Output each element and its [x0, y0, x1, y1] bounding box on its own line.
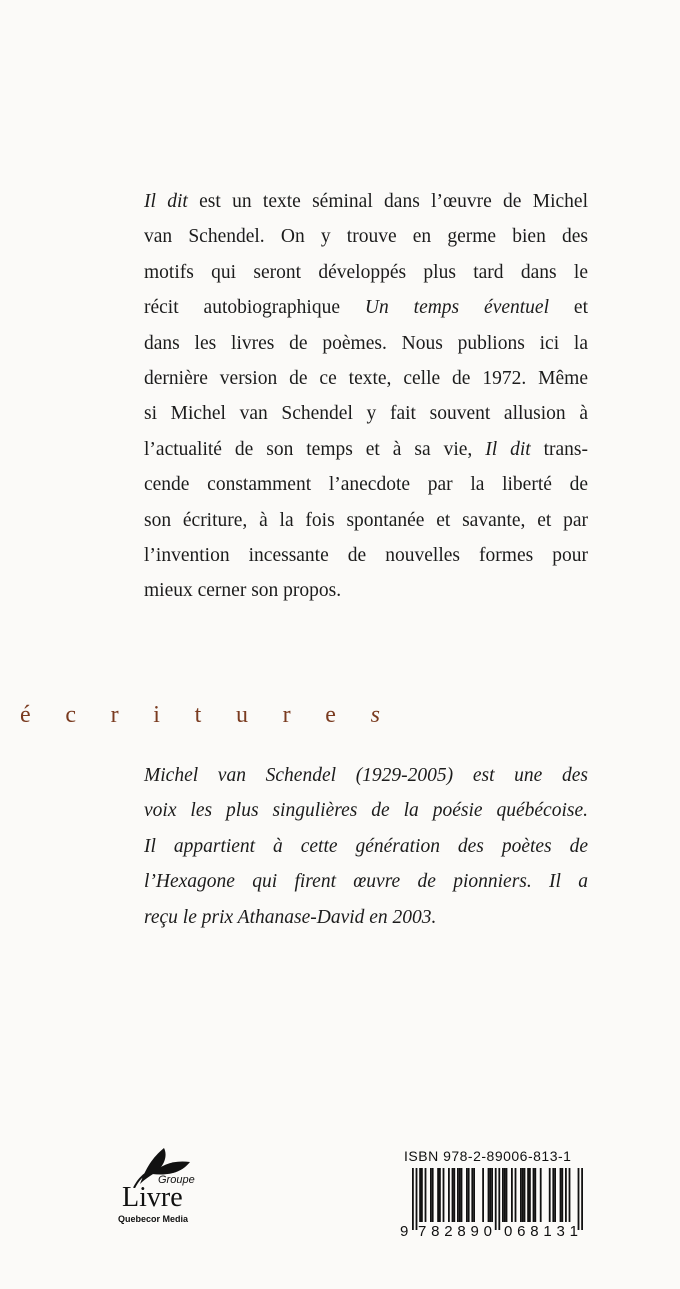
barcode-bar — [502, 1168, 504, 1222]
barcode-bar — [482, 1168, 484, 1222]
barcode — [400, 1168, 590, 1238]
series-letter: r — [282, 702, 291, 728]
barcode-bar — [581, 1168, 583, 1230]
barcode-bar — [421, 1168, 423, 1222]
publisher-media: Quebecor Media — [118, 1214, 189, 1224]
barcode-bar — [498, 1168, 500, 1230]
bio-line: l’Hexagone qui firent œuvre de pionniers. Il a — [144, 871, 588, 893]
barcode-bar — [504, 1168, 506, 1222]
title-italic: Un temps éventuel — [364, 297, 550, 319]
barcode-bar — [489, 1168, 491, 1222]
blurb-line: motifs qui seront développés plus tard dans le — [144, 261, 588, 283]
barcode-bar — [437, 1168, 439, 1222]
blurb-line: Il dit est un texte séminal dans l’œuvre de Michel — [144, 191, 589, 212]
barcode-bar — [565, 1168, 567, 1222]
title-italic: Il dit — [144, 191, 188, 212]
barcode-bar — [549, 1168, 551, 1222]
barcode-bar — [520, 1168, 522, 1222]
back-cover-blurb — [144, 184, 588, 609]
barcode-bar — [560, 1168, 562, 1222]
barcode-bar — [561, 1168, 563, 1222]
series-letter: t — [194, 702, 202, 728]
barcode-bar — [495, 1168, 497, 1230]
barcode-bar — [425, 1168, 427, 1222]
series-name — [20, 702, 380, 729]
barcode-bar — [466, 1168, 468, 1222]
blurb-line: son écriture, à la fois spontanée et savante, et par — [144, 509, 588, 531]
barcode-bar — [452, 1168, 454, 1222]
blurb-line: van Schendel. On y trouve en germe bien des — [144, 226, 588, 248]
blurb-line: récit autobiographique Un temps éventuel et — [144, 297, 588, 319]
series-letter: é — [20, 702, 31, 728]
barcode-bar — [448, 1168, 450, 1222]
publisher-livre: Livre — [122, 1182, 183, 1213]
barcode-bar — [471, 1168, 473, 1222]
barcode-bar — [488, 1168, 490, 1222]
series-letter: s — [370, 702, 380, 728]
blurb-line: l’actualité de son temps et à sa vie, Il dit trans- — [144, 438, 588, 460]
blurb-line: l’invention incessante de nouvelles formes pour — [144, 545, 588, 567]
barcode-bar — [506, 1168, 508, 1222]
barcode-bar — [552, 1168, 554, 1222]
bio-line: reçu le prix Athanase-David en 2003. — [144, 906, 437, 928]
barcode-group-1: 782890 — [418, 1223, 492, 1238]
barcode-bar — [432, 1168, 434, 1222]
barcode-bar — [473, 1168, 475, 1222]
series-letter: e — [325, 702, 336, 728]
bio-line: Michel van Schendel (1929-2005) est une des — [144, 765, 588, 786]
barcode-bar — [457, 1168, 459, 1222]
series-letter: r — [110, 702, 119, 728]
barcode-bar — [534, 1168, 536, 1222]
barcode-bar — [522, 1168, 524, 1222]
barcode-first-digit: 9 — [400, 1223, 409, 1238]
barcode-bar — [412, 1168, 414, 1230]
publisher-groupe: Groupe — [158, 1174, 195, 1186]
barcode-bar — [578, 1168, 580, 1230]
blurb-line: dans les livres de poèmes. Nous publions ici la — [144, 332, 588, 354]
publisher-logo — [112, 1138, 222, 1228]
barcode-bar — [461, 1168, 463, 1222]
barcode-bar — [554, 1168, 556, 1222]
author-bio — [144, 758, 588, 935]
barcode-bar — [468, 1168, 470, 1222]
barcode-bar — [453, 1168, 455, 1222]
barcode-bar — [459, 1168, 461, 1222]
series-letter: c — [65, 702, 76, 728]
barcode-bar — [533, 1168, 535, 1222]
series-letter: i — [153, 702, 160, 728]
barcode-bar — [491, 1168, 493, 1222]
blurb-line: cende constamment l’anecdote par la liberté de — [144, 474, 588, 496]
barcode-bar — [430, 1168, 432, 1222]
barcode-bar — [419, 1168, 421, 1222]
series-letter: u — [235, 702, 248, 728]
title-italic: Il dit — [485, 438, 531, 460]
barcode-group-2: 068131 — [504, 1223, 578, 1238]
barcode-bar — [416, 1168, 418, 1230]
bio-line: Il appartient à cette génération des poètes de — [144, 835, 588, 857]
isbn-label: ISBN 978-2-89006-813-1 — [404, 1148, 572, 1164]
barcode-bar — [511, 1168, 513, 1222]
barcode-bar — [529, 1168, 531, 1222]
blurb-line: dernière version de ce texte, celle de 1972. Même — [144, 368, 588, 390]
barcode-bar — [443, 1168, 445, 1222]
barcode-bar — [524, 1168, 526, 1222]
barcode-bar — [569, 1168, 571, 1222]
bio-line: voix les plus singulières de la poésie québécoise. — [144, 800, 588, 822]
barcode-bar — [439, 1168, 441, 1222]
blurb-line: mieux cerner son propos. — [144, 580, 342, 602]
blurb-line: si Michel van Schendel y fait souvent allusion à — [144, 403, 588, 425]
barcode-bar — [515, 1168, 517, 1222]
barcode-bars — [412, 1168, 583, 1230]
barcode-bar — [540, 1168, 542, 1222]
barcode-bar — [527, 1168, 529, 1222]
